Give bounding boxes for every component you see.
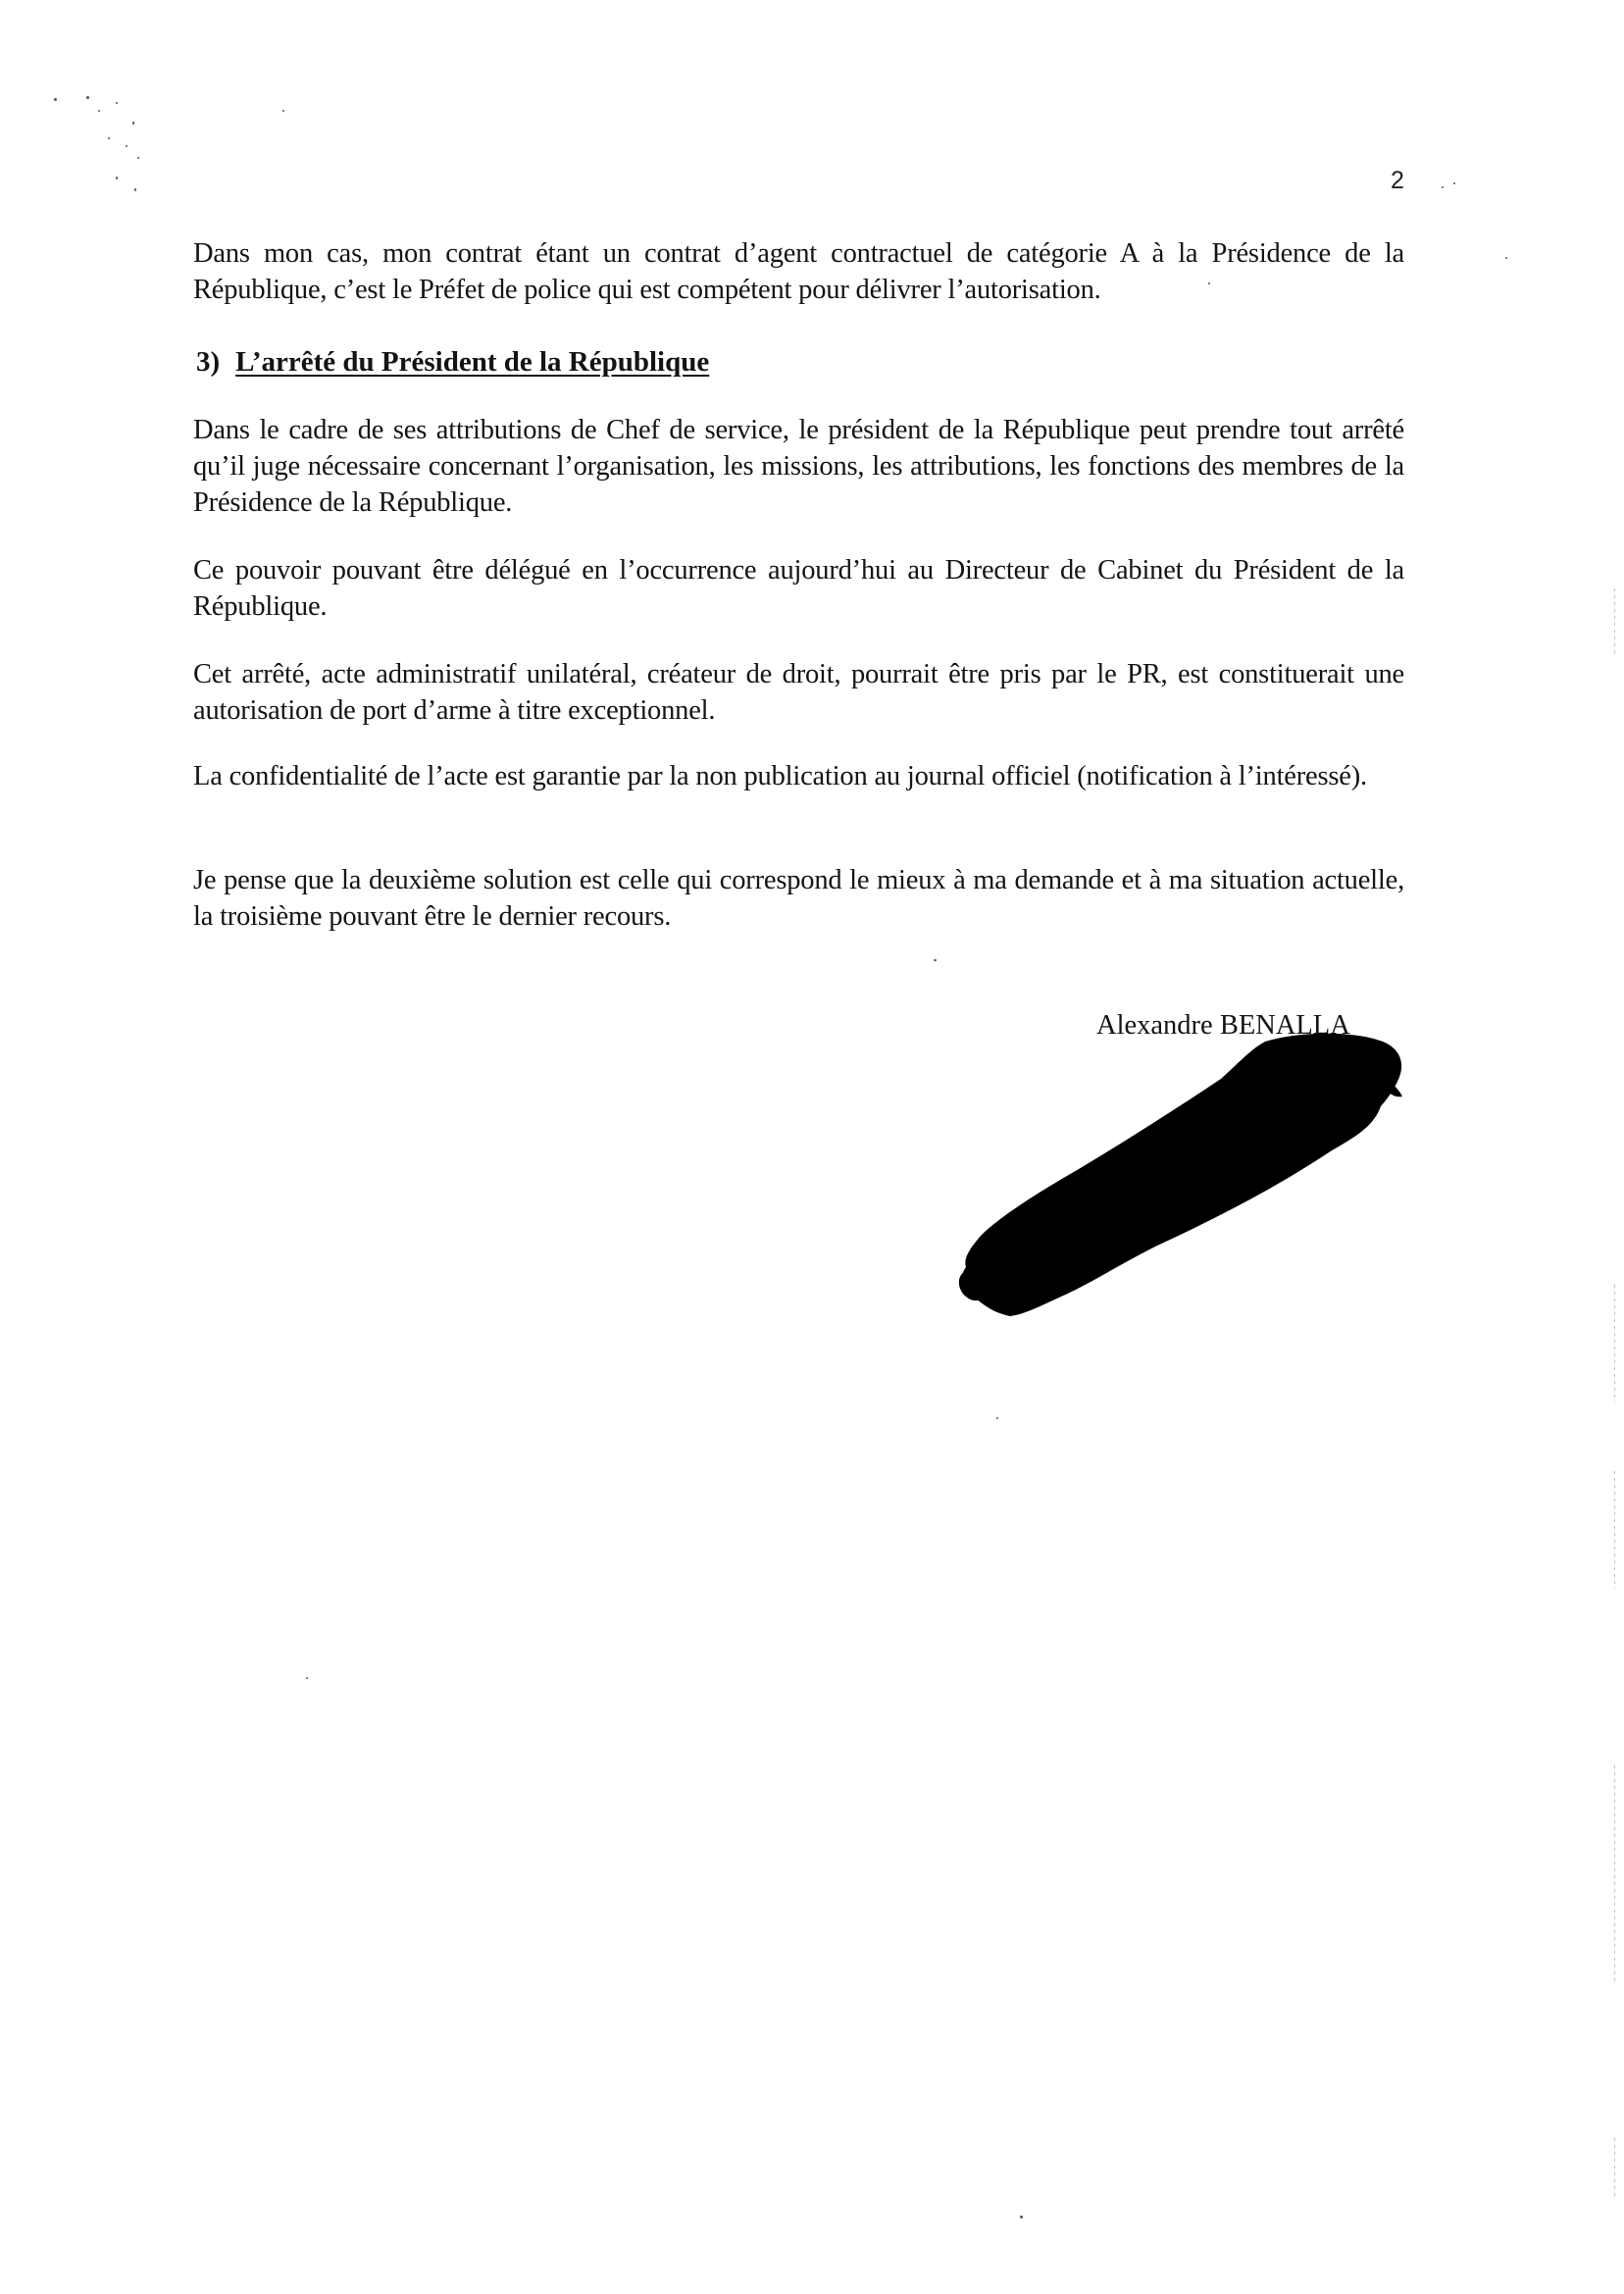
page-number: 2 xyxy=(1391,167,1404,194)
scan-speck xyxy=(1442,186,1444,188)
scan-speck xyxy=(934,959,937,961)
scan-speck xyxy=(1505,257,1507,259)
scan-speck xyxy=(108,137,110,139)
scan-speck xyxy=(282,110,284,112)
section-title: L’arrêté du Président de la République xyxy=(235,346,710,378)
scan-speck xyxy=(1020,2216,1023,2218)
scan-edge-dots xyxy=(1614,1285,1615,1402)
scan-speck xyxy=(116,102,118,104)
scan-speck xyxy=(54,98,57,101)
scan-speck xyxy=(306,1677,308,1679)
scan-edge-dots xyxy=(1614,1471,1615,1589)
signature-name: Alexandre BENALLA xyxy=(1096,1010,1350,1041)
scan-speck xyxy=(132,122,134,125)
scan-edge-dots xyxy=(1614,1765,1615,1981)
paragraph-conclusion: Je pense que la deuxième solution est celle qui correspond le mieux à ma demande et à ma situation actuelle, la troisième pouvant être le dernier recours. xyxy=(193,865,1404,932)
paragraph-arrete: Cet arrêté, acte administratif unilatéral, créateur de droit, pourrait être pris par le PR, est constituerait une autorisation de port d’arme à titre exceptionnel. xyxy=(193,659,1404,726)
scan-edge-dots xyxy=(1614,588,1615,657)
scan-edge-dots xyxy=(1614,2138,1615,2197)
scan-speck xyxy=(137,157,139,159)
scan-speck xyxy=(126,145,127,147)
paragraph-president-powers: Dans le cadre de ses attributions de Chef de service, le président de la République peut prendre tout arrêté qu’il juge nécessaire concernant l’organisation, les missions, les attributions, les fonctions des membres de la Présidence de la République. xyxy=(193,415,1404,518)
scan-speck xyxy=(134,188,136,191)
paragraph-delegation: Ce pouvoir pouvant être délégué en l’occurrence aujourd’hui au Directeur de Cabinet du Président de la République. xyxy=(193,555,1404,622)
scan-speck xyxy=(996,1417,998,1419)
scan-speck xyxy=(116,177,118,179)
scan-speck xyxy=(1453,182,1455,184)
scan-speck xyxy=(98,110,100,112)
section-number: 3) xyxy=(196,346,221,378)
paragraph-confidentiality: La confidentialité de l’acte est garantie par la non publication au journal officiel (notification à l’intéressé). xyxy=(193,761,1367,791)
redaction-mark xyxy=(962,1034,1401,1316)
scan-speck xyxy=(86,96,89,99)
paragraph-contract: Dans mon cas, mon contrat étant un contrat d’agent contractuel de catégorie A à la Présidence de la République, c’est le Préfet de police qui est compétent pour délivrer l’autorisation. xyxy=(193,238,1404,305)
scan-speck xyxy=(1208,282,1210,284)
